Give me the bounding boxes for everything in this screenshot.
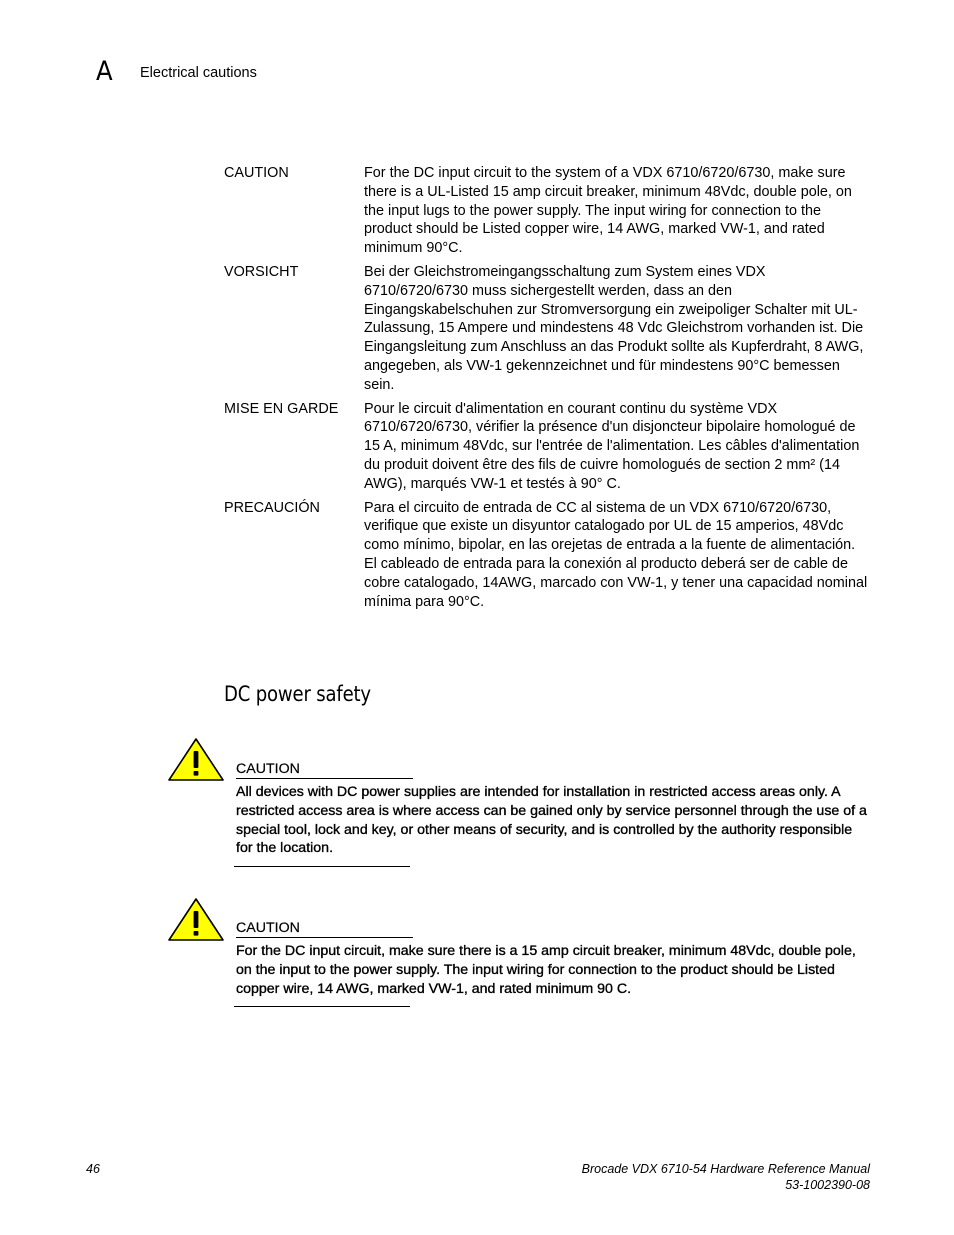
translated-cautions-table: [224, 164, 870, 616]
caution-row-french: [224, 400, 870, 494]
footer-manual-info: [582, 1162, 870, 1193]
row-label: MISE EN GARDE: [224, 400, 339, 417]
caution-body: For the DC input circuit, make sure there is a 15 amp circuit breaker, minimum 48Vdc, double pole, on the input to the power supply. The input wiring for connection to the product should be Listed copper wire, 14 AWG, marked VW-1, and rated minimum 90 C.: [236, 943, 856, 997]
section-header: Electrical cautions: [140, 65, 257, 81]
manual-title: Brocade VDX 6710-54 Hardware Reference Manual: [581, 1162, 870, 1176]
warning-triangle-icon: [167, 897, 225, 941]
caution-box-dc-input: [236, 920, 870, 998]
caution-box-restricted-access: [236, 761, 870, 858]
caution-row-german: [224, 263, 870, 395]
caution-end-rule: [234, 866, 410, 867]
section-title: DC power safety: [224, 682, 371, 706]
row-label: CAUTION: [224, 165, 289, 181]
caution-row-spanish: [224, 499, 870, 612]
page-number: 46: [86, 1162, 100, 1176]
row-label: VORSICHT: [224, 263, 299, 280]
row-text: Pour le circuit d'alimentation en courant continu du système VDX 6710/6720/6730, vérifier la présence d'un disjoncteur bipolaire homologué de 15 A, minimum 48Vdc, sur l'entrée de l'alimentation. Les câbles d'alimentation du produit doivent être des fils de cuivre homologués de section 2 mm² (14 AWG), marqués VW-1 et testés à 90° C.: [364, 400, 860, 492]
caution-heading: CAUTION: [236, 920, 413, 938]
warning-triangle-icon: [167, 737, 225, 781]
row-text: For the DC input circuit to the system of a VDX 6710/6720/6730, make sure there is a UL-Listed 15 amp circuit breaker, minimum 48Vdc, double pole, on the input lugs to the power supply. The input wiring for connection to the product should be Listed copper wire, 14 AWG, marked VW-1, and rated minimum 90°C.: [364, 165, 852, 257]
doc-number: 53-1002390-08: [785, 1177, 870, 1192]
appendix-letter: A: [96, 56, 113, 87]
caution-end-rule: [234, 1006, 410, 1007]
caution-body: All devices with DC power supplies are intended for installation in restricted access areas only. A restricted access area is where access can be gained only by service personnel through the use of a special tool, lock and key, or other means of security, and is controlled by the authority responsible for the location.: [236, 784, 867, 857]
row-label: PRECAUCIÓN: [224, 499, 320, 516]
caution-heading: CAUTION: [236, 761, 413, 779]
row-text: Para el circuito de entrada de CC al sistema de un VDX 6710/6720/6730, verifique que existe un disyuntor catalogado por UL de 15 amperios, 48Vdc como mínimo, bipolar, en las orejetas de entrada a la fuente de alimentación. El cableado de entrada para la conexión al producto deberá ser de cable de cobre catalogado, 14AWG, marcado con VW-1, y tener una capacidad nominal mínima para 90°C.: [364, 499, 868, 610]
row-text: Bei der Gleichstromeingangsschaltung zum System eines VDX 6710/6720/6730 muss sichergestellt werden, dass an den Eingangskabelschuhen zur Stromversorgung ein zweipoliger Schalter mit UL-Zulassung, 15 Ampere und mindestens 48 Vdc Gleichstrom vorhanden ist. Die Eingangsleitung zum Anschluss an das Produkt sollte als Kupferdraht, 8 AWG, angegeben, als VW-1 gekennzeichnet und für mindestens 90°C bemessen sein.: [364, 263, 864, 393]
caution-row-english: [224, 164, 870, 258]
